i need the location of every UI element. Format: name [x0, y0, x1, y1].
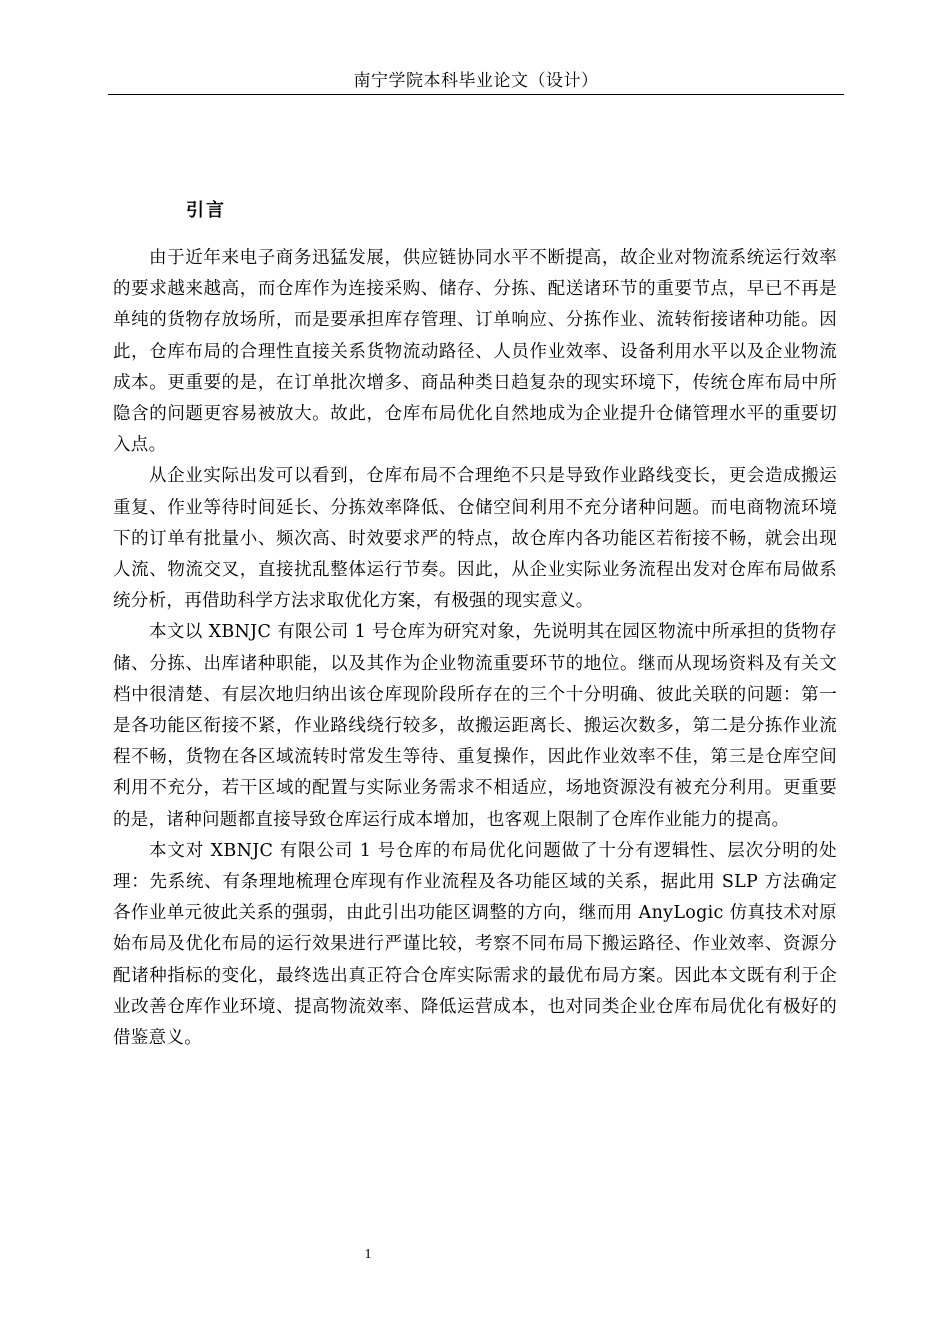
page-number: 1	[364, 1247, 372, 1262]
paragraph: 本文对 XBNJC 有限公司 1 号仓库的布局优化问题做了十分有逻辑性、层次分明的处理：先系统、有条理地梳理仓库现有作业流程及各功能区域的关系，据此用 SLP 方法确定各作业单元彼此关系的强弱，由此引出功能区调整的方向，继而用 AnyLogic 仿真技术对原始布局及优化布局的运行效果进行严谨比较，考察不同布局下搬运路径、作业效率、资源分配诸种指标的变化，最终选出真正符合仓库实际需求的最优布局方案。因此本文既有利于企业改善仓库作业环境、提高物流效率、降低运营成本，也对同类企业仓库布局优化有极好的借鉴意义。	[113, 840, 837, 1049]
paragraph: 本文以 XBNJC 有限公司 1 号仓库为研究对象，先说明其在园区物流中所承担的货物存储、分拣、出库诸种职能，以及其作为企业物流重要环节的地位。继而从现场资料及有关文档中很清楚、有层次地归纳出该仓库现阶段所存在的三个十分明确、彼此关联的问题：第一是各功能区衔接不紧，作业路线绕行较多，故搬运距离长、搬运次数多，第二是分拣作业流程不畅，货物在各区域流转时常发生等待、重复操作，因此作业效率不佳，第三是仓库空间利用不充分，若干区域的配置与实际业务需求不相适应，场地资源没有被充分利用。更重要的是，诸种问题都直接导致仓库运行成本增加，也客观上限制了仓库作业能力的提高。	[113, 622, 837, 830]
paragraph: 由于近年来电子商务迅猛发展，供应链协同水平不断提高，故企业对物流系统运行效率的要求越来越高，而仓库作为连接采购、储存、分拣、配送诸环节的重要节点，早已不再是单纯的货物存放场所，而是要承担库存管理、订单响应、分拣作业、流转衔接诸种功能。因此，仓库布局的合理性直接关系货物流动路径、人员作业效率、设备利用水平以及企业物流成本。更重要的是，在订单批次增多、商品种类日趋复杂的现实环境下，传统仓库布局中所隐含的问题更容易被放大。故此，仓库布局优化自然地成为企业提升仓储管理水平的重要切入点。	[113, 248, 837, 456]
paragraph: 从企业实际出发可以看到，仓库布局不合理绝不只是导致作业路线变长，更会造成搬运重复、作业等待时间延长、分拣效率降低、仓储空间利用不充分诸种问题。而电商物流环境下的订单有批量小、频次高、时效要求严的特点，故仓库内各功能区若衔接不畅，就会出现人流、物流交叉，直接扰乱整体运行节奏。因此，从企业实际业务流程出发对仓库布局做系统分析，再借助科学方法求取优化方案，有极强的现实意义。	[113, 466, 837, 612]
section-heading: 引言	[186, 200, 226, 221]
body-text	[113, 243, 837, 1054]
running-header: 南宁学院本科毕业论文（设计）	[353, 71, 599, 91]
header-rule	[108, 94, 844, 95]
